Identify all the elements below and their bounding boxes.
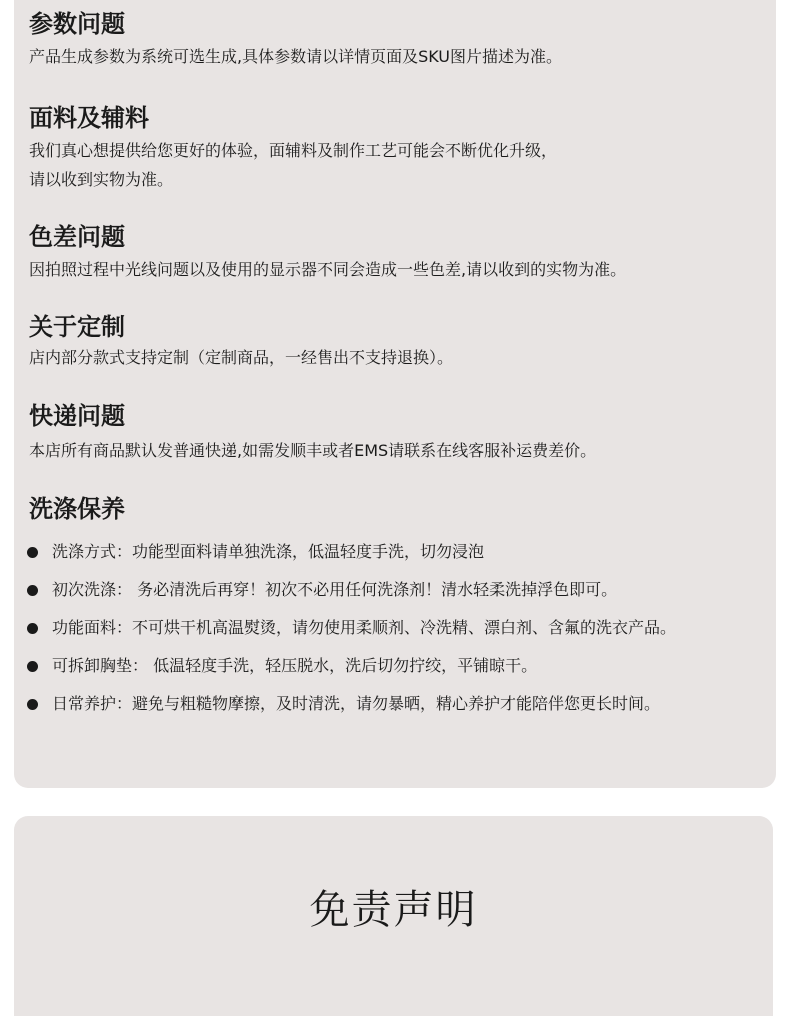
bullet-icon	[27, 585, 38, 596]
section-title: 快递问题	[29, 402, 125, 430]
section-parameters	[29, 8, 769, 71]
section-text-line: 我们真心想提供给您更好的体验，面辅料及制作工艺可能会不断优化升级，	[29, 141, 558, 160]
section-text	[29, 136, 769, 194]
section-shipping	[29, 400, 769, 465]
care-item-text: 日常养护：避免与粗糙物摩擦，及时清洗，请勿暴晒，精心养护才能陪伴您更长时间。	[52, 694, 661, 713]
section-fabric	[29, 102, 769, 194]
bullet-icon	[27, 547, 38, 558]
section-text-line: 请以收到实物为准。	[29, 170, 174, 189]
section-text: 产品生成参数为系统可选生成,具体参数请以详情页面及SKU图片描述为准。	[29, 47, 563, 66]
list-item	[27, 533, 676, 571]
care-item-text: 功能面料：不可烘干机高温熨烫，请勿使用柔顺剂、冷洗精、漂白剂、含氟的洗衣产品。	[52, 618, 677, 637]
bullet-icon	[27, 661, 38, 672]
list-item	[27, 571, 676, 609]
section-text: 店内部分款式支持定制（定制商品，一经售出不支持退换）。	[29, 348, 454, 367]
bullet-icon	[27, 699, 38, 710]
list-item	[27, 609, 676, 647]
section-title: 洗涤保养	[29, 495, 125, 523]
section-title: 参数问题	[29, 10, 125, 38]
list-item	[27, 647, 676, 685]
section-color-difference	[29, 221, 769, 284]
care-list	[27, 533, 676, 723]
section-title: 色差问题	[29, 223, 125, 251]
list-item	[27, 685, 676, 723]
section-text: 本店所有商品默认发普通快递,如需发顺丰或者EMS请联系在线客服补运费差价。	[29, 441, 597, 460]
care-item-text: 可拆卸胸垫： 低温轻度手洗，轻压脱水，洗后切勿拧绞，平铺晾干。	[52, 656, 538, 675]
section-customization	[29, 311, 769, 372]
section-care	[29, 493, 769, 525]
care-item-text: 洗涤方式：功能型面料请单独洗涤，低温轻度手洗，切勿浸泡	[52, 542, 485, 561]
disclaimer-title: 免责声明	[309, 887, 478, 933]
bullet-icon	[27, 623, 38, 634]
section-title: 面料及辅料	[29, 104, 149, 132]
section-text: 因拍照过程中光线问题以及使用的显示器不同会造成一些色差,请以收到的实物为准。	[29, 260, 627, 279]
section-title: 关于定制	[29, 313, 125, 341]
care-item-text: 初次洗涤： 务必清洗后再穿！初次不必用任何洗涤剂！清水轻柔洗掉浮色即可。	[52, 580, 618, 599]
